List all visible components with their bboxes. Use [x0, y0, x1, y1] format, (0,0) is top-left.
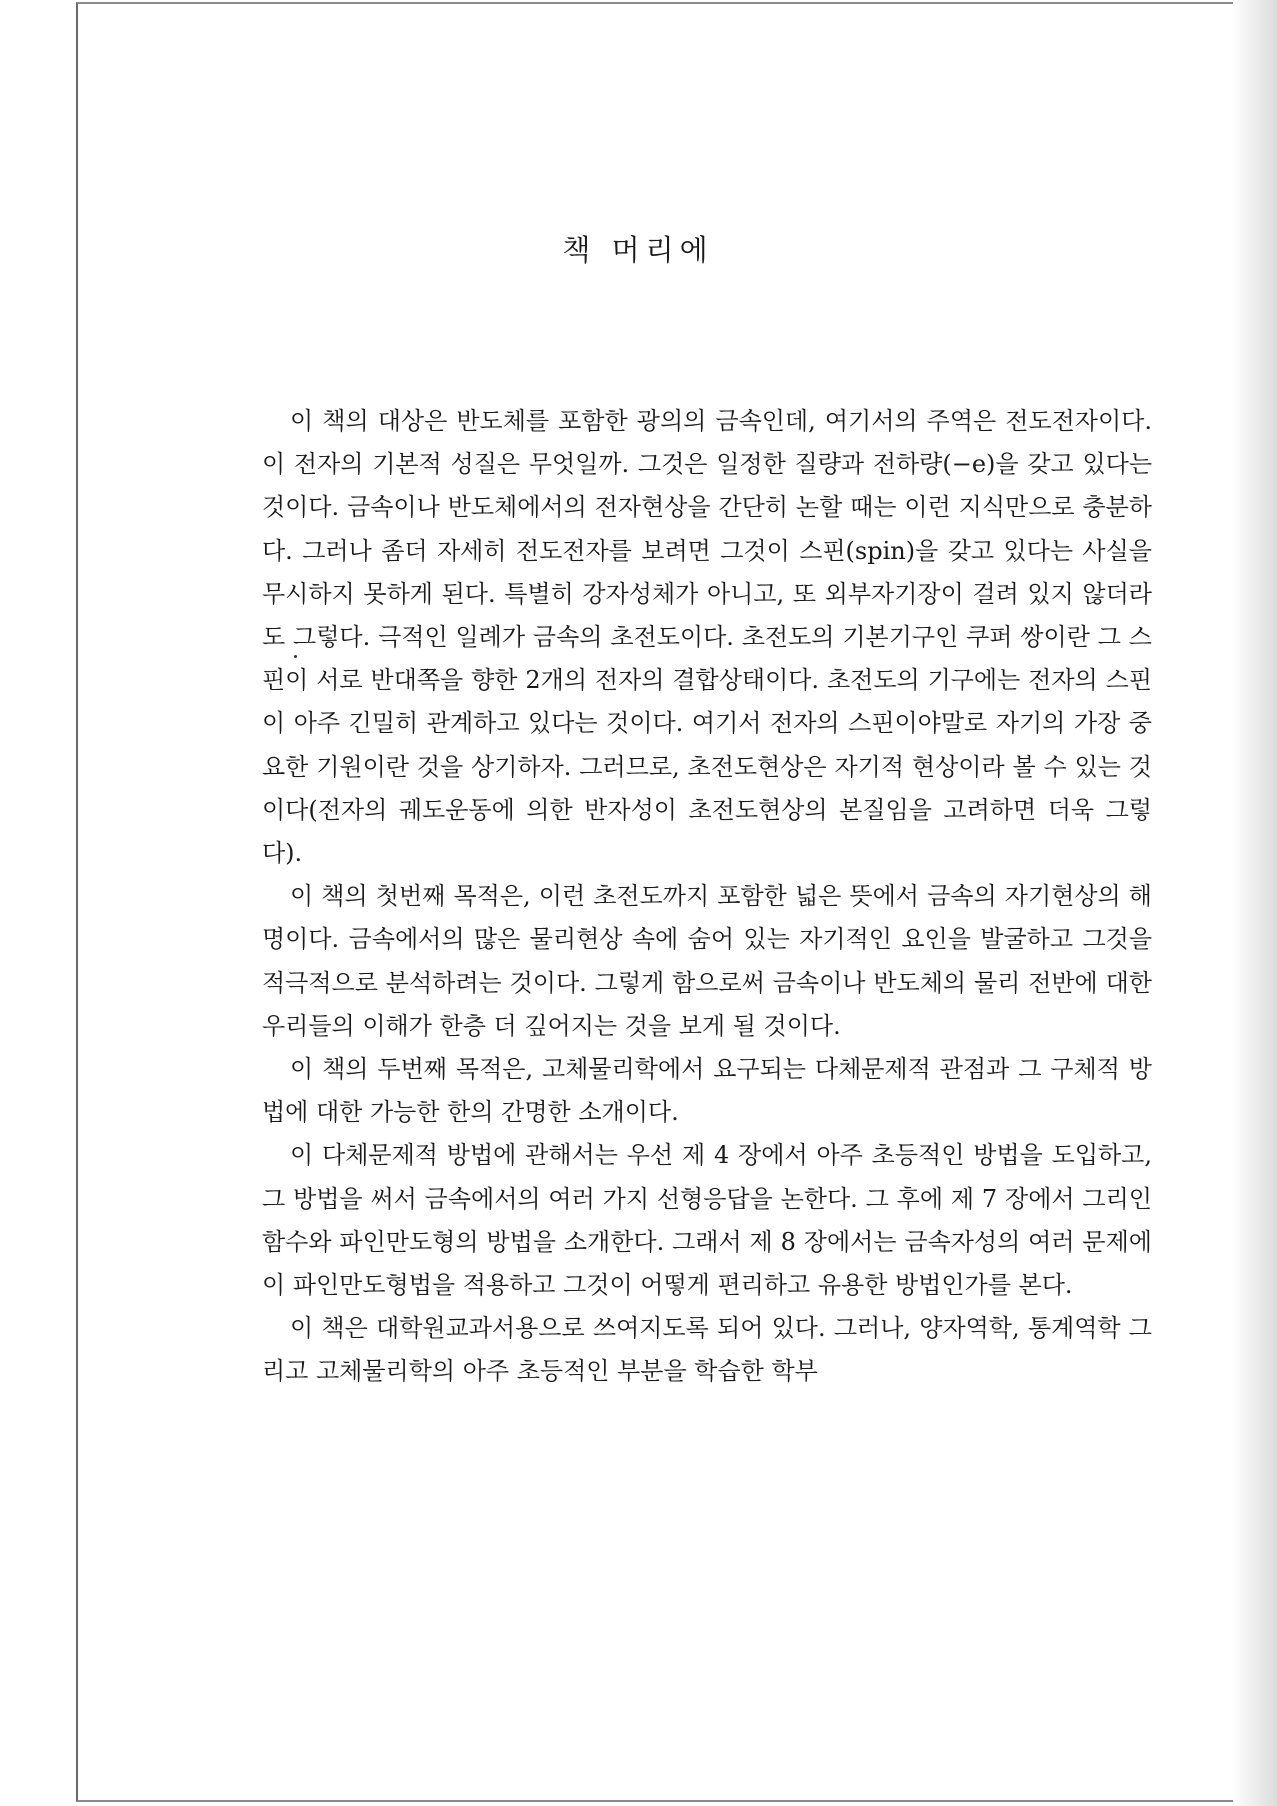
page-title: 책 머리에 — [562, 233, 714, 267]
paragraph: 이 책의 대상은 반도체를 포함한 광의의 금속인데, 여기서의 주역은 전도전자이다. 이 전자의 기본적 성질은 무엇일까. 그것은 일정한 질량과 전하량(−e)을 갖고 있다는 것이다. 금속이나 반도체에서의 전자현상을 간단히 논할 때는 이런 지식만으로 충분하다. 그러나 좀더 자세히 전도전자를 보려면 그것이 스핀(spin)을 갖고 있다는 사실을 무시하지 못하게 된다. 특별히 강자성체가 아니고, 또 외부자기장이 걸려 있지 않더라도 그렇다. 극적인 일례가 금속의 초전도이다. 초전도의 기본기구인 쿠퍼 쌍이란 그 스핀이 서로 반대쪽을 향한 2개의 전자의 결합상태이다. 초전도의 기구에는 전자의 스핀이 아주 긴밀히 관계하고 있다는 것이다. 여기서 전자의 스핀이야말로 자기의 가장 중요한 기원이란 것을 상기하자. 그러므로, 초전도현상은 자기적 현상이라 볼 수 있는 것이다(전자의 궤도운동에 의한 반자성이 초전도현상의 본질임을 고려하면 더욱 그렇다). — [262, 407, 1152, 868]
paragraph: 이 책의 두번째 목적은, 고체물리학에서 요구되는 다체문제적 관점과 그 구체적 방법에 대한 가능한 한의 간명한 소개이다. — [262, 1055, 1152, 1127]
paragraph: 이 책은 대학원교과서용으로 쓰여지도록 되어 있다. 그러나, 양자역학, 통계역학 그리고 고체물리학의 아주 초등적인 부분을 학습한 학부 — [262, 1314, 1152, 1386]
page-edge-shadow — [1233, 0, 1277, 1806]
paragraph: 이 다체문제적 방법에 관해서는 우선 제 4 장에서 아주 초등적인 방법을 도입하고, 그 방법을 써서 금속에서의 여러 가지 선형응답을 논한다. 그 후에 제 7 장에서 그리인함수와 파인만도형의 방법을 소개한다. 그래서 제 8 장에서는 금속자성의 여러 문제에 이 파인만도형법을 적용하고 그것이 어떻게 편리하고 유용한 방법인가를 본다. — [262, 1141, 1152, 1300]
paragraph: 이 책의 첫번째 목적은, 이런 초전도까지 포함한 넓은 뜻에서 금속의 자기현상의 해명이다. 금속에서의 많은 물리현상 속에 숨어 있는 자기적인 요인을 발굴하고 그것을 적극적으로 분석하려는 것이다. 그렇게 함으로써 금속이나 반도체의 물리 전반에 대한 우리들의 이해가 한층 더 깊어지는 것을 보게 될 것이다. — [262, 882, 1152, 1040]
body-text — [262, 400, 1152, 1394]
